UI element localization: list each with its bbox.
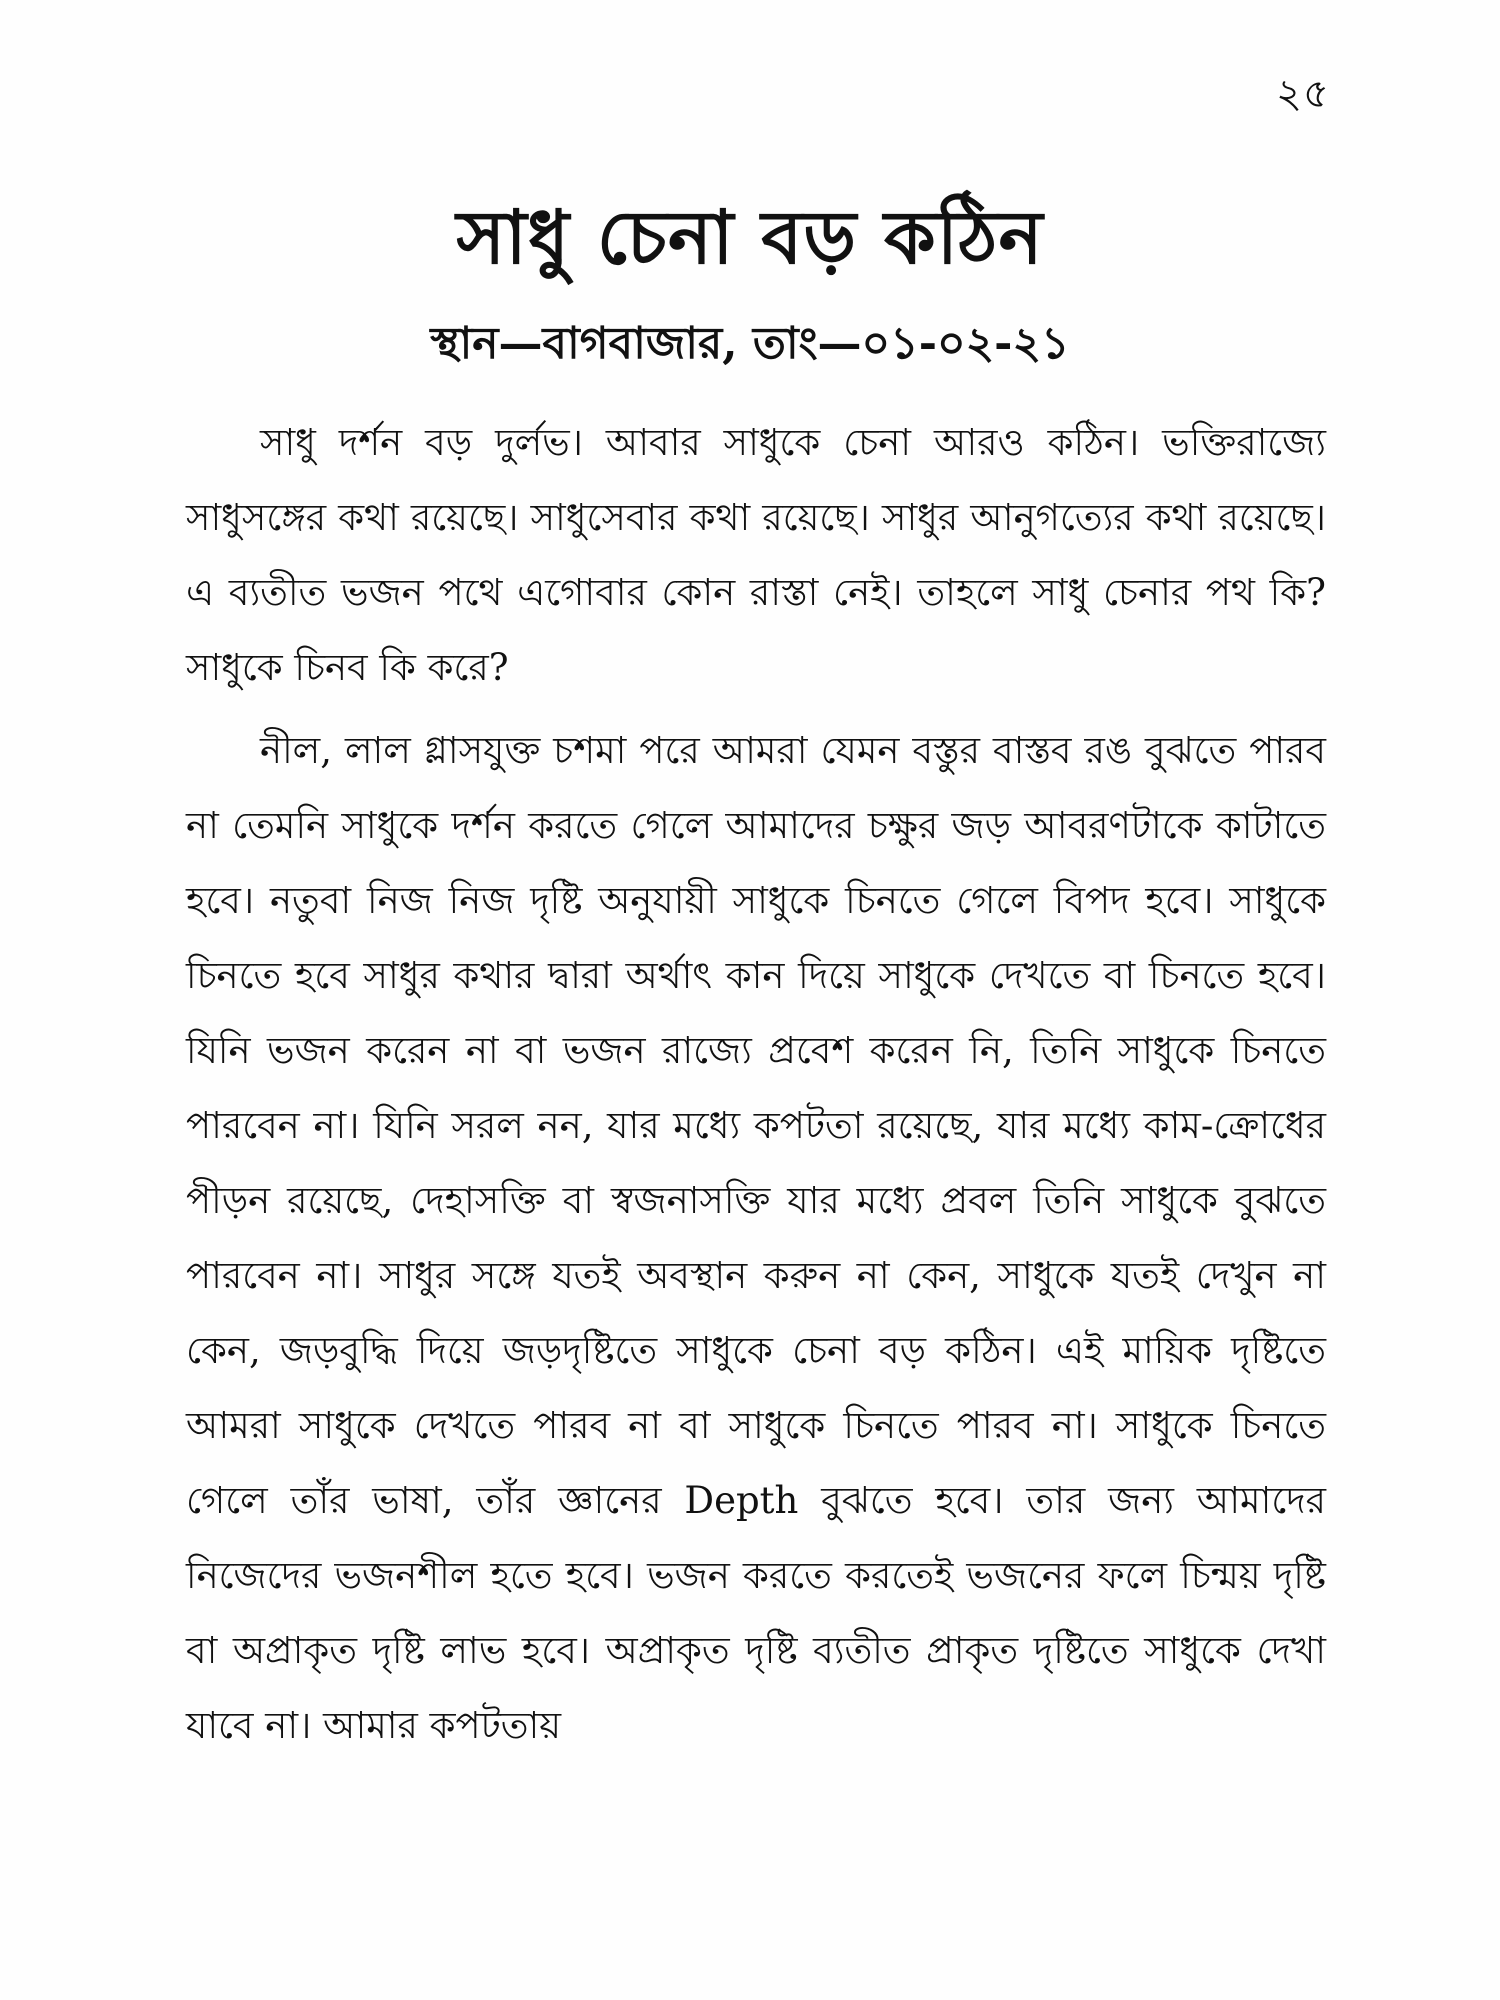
chapter-location-date: স্থান—বাগবাজার, তাং—০১-০২-২১ — [430, 318, 1070, 369]
chapter-title: সাধু চেনা বড় কঠিন — [456, 195, 1044, 281]
body-text — [186, 405, 1326, 1771]
paragraph-1 — [186, 405, 1326, 705]
paragraph-1-text: সাধু দর্শন বড় দুর্লভ। আবার সাধুকে চেনা আরও কঠিন। ভক্তিরাজ্যে সাধুসঙ্গের কথা রয়েছে। সাধুসেবার কথা রয়েছে। সাধুর আনুগত্যের কথা রয়েছে। এ ব্যতীত ভজন পথে এগোবার কোন রাস্তা নেই। তাহলে সাধু চেনার পথ কি? সাধুকে চিনব কি করে? — [186, 421, 1326, 689]
paragraph-2 — [186, 713, 1326, 1763]
paragraph-2-text: নীল, লাল গ্লাসযুক্ত চশমা পরে আমরা যেমন বস্তুর বাস্তব রঙ বুঝতে পারব না তেমনি সাধুকে দর্শন করতে গেলে আমাদের চক্ষুর জড় আবরণটাকে কাটাতে হবে। নতুবা নিজ নিজ দৃষ্টি অনুযায়ী সাধুকে চিনতে গেলে বিপদ হবে। সাধুকে চিনতে হবে সাধুর কথার দ্বারা অর্থাৎ কান দিয়ে সাধুকে দেখতে বা চিনতে হবে। যিনি ভজন করেন না বা ভজন রাজ্যে প্রবেশ করেন নি, তিনি সাধুকে চিনতে পারবেন না। যিনি সরল নন, যার মধ্যে কপটতা রয়েছে, যার মধ্যে কাম-ক্রোধের পীড়ন রয়েছে, দেহাসক্তি বা স্বজনাসক্তি যার মধ্যে প্রবল তিনি সাধুকে বুঝতে পারবেন না। সাধুর সঙ্গে যতই অবস্থান করুন না কেন, সাধুকে যতই দেখুন না কেন, জড়বুদ্ধি দিয়ে জড়দৃষ্টিতে সাধুকে চেনা বড় কঠিন। এই মায়িক দৃষ্টিতে আমরা সাধুকে দেখতে পারব না বা সাধুকে চিনতে পারব না। সাধুকে চিনতে গেলে তাঁর ভাষা, তাঁর জ্ঞানের Depth বুঝতে হবে। তার জন্য আমাদের নিজেদের ভজনশীল হতে হবে। ভজন করতে করতেই ভজনের ফলে চিন্ময় দৃষ্টি বা অপ্রাকৃত দৃষ্টি লাভ হবে। অপ্রাকৃত দৃষ্টি ব্যতীত প্রাকৃত দৃষ্টিতে সাধুকে দেখা যাবে না। আমার কপটতায় — [186, 729, 1326, 1747]
page-number: ২৫ — [1276, 71, 1330, 117]
